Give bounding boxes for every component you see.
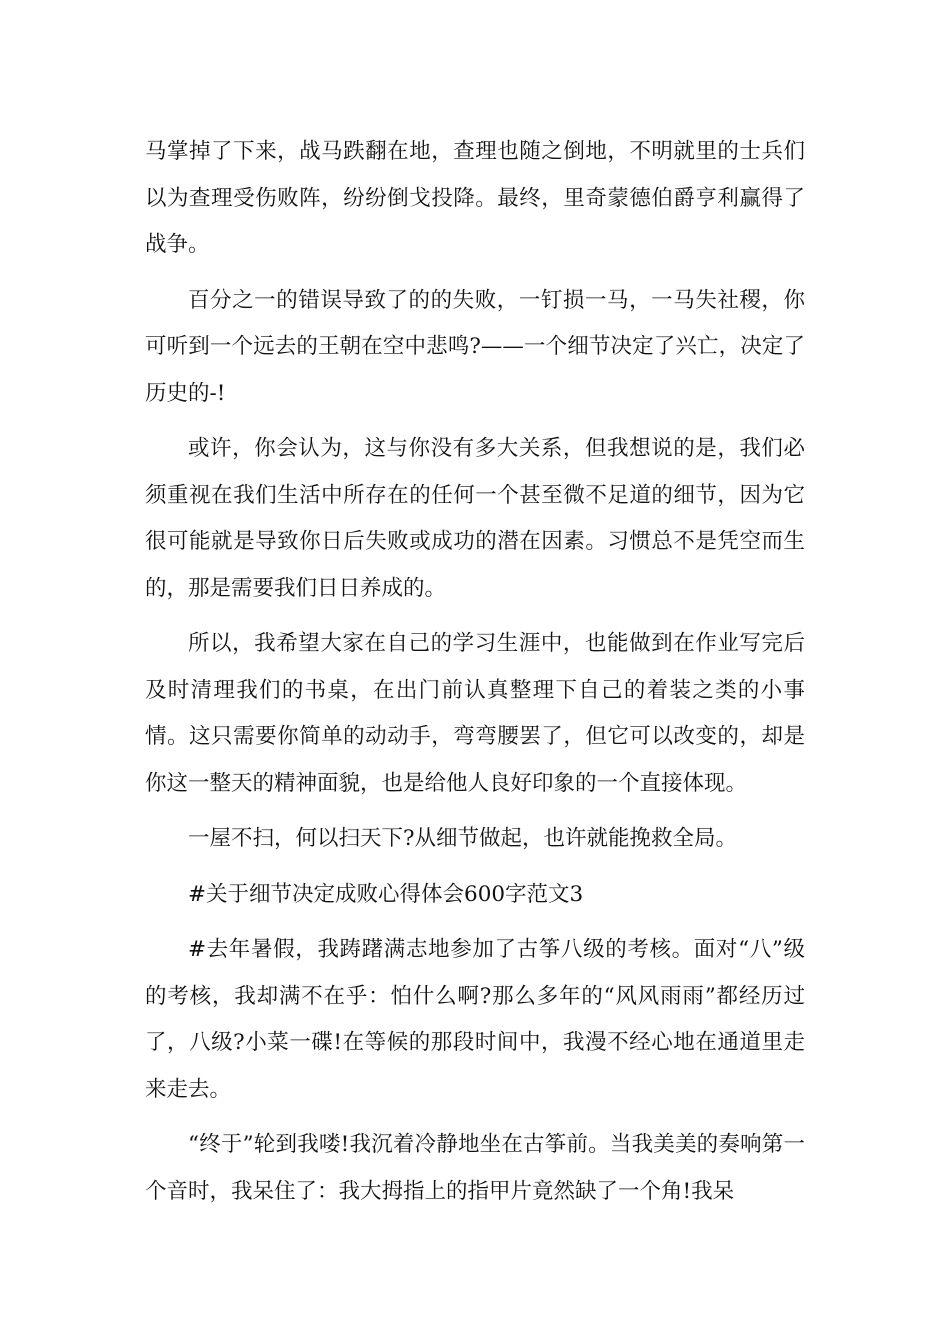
document-body [145,129,805,1224]
paragraph-1: 马掌掉了下来，战马跌翻在地，查理也随之倒地，不明就里的士兵们以为查理受伤败阵，纷纷倒戈投降。最终，里奇蒙德伯爵亨利赢得了战争。 [145,139,805,257]
paragraph-5: 一屋不扫，何以扫天下?从细节做起，也许就能挽救全局。 [188,826,738,851]
paragraph-4: 所以，我希望大家在自己的学习生涯中，也能做到在作业写完后及时清理我们的书桌，在出门前认真整理下自己的着装之类的小事情。这只需要你简单的动动手，弯弯腰罢了，但它可以改变的，却是你这一整天的精神面貌，也是给他人良好印象的一个直接体现。 [145,631,805,796]
paragraph-7: “终于”轮到我喽!我沉着冷静地坐在古筝前。当我美美的奏响第一个音时，我呆住了：我大拇指上的指甲片竟然缺了一个角!我呆 [145,1132,805,1204]
paragraph-3: 或许，你会认为，这与你没有多大关系，但我想说的是，我们必须重视在我们生活中所存在的任何一个甚至微不足道的细节，因为它很可能就是导致你日后失败或成功的潜在因素。习惯总不是凭空而生的，那是需要我们日日养成的。 [145,436,805,601]
paragraph-6: #去年暑假，我踌躇满志地参加了古筝八级的考核。面对“八”级的考核，我却满不在乎：怕什么啊?那么多年的“风风雨雨”都经历过了，八级?小菜一碟!在等候的那段时间中，我漫不经心地在通道里走来走去。 [145,937,805,1102]
paragraph-2: 百分之一的错误导致了的的失败，一钉损一马，一马失社稷，你可听到一个远去的王朝在空中悲鸣?——一个细节决定了兴亡，决定了历史的-! [145,287,805,406]
section-heading: #关于细节决定成败心得体会600字范文3 [188,881,584,907]
